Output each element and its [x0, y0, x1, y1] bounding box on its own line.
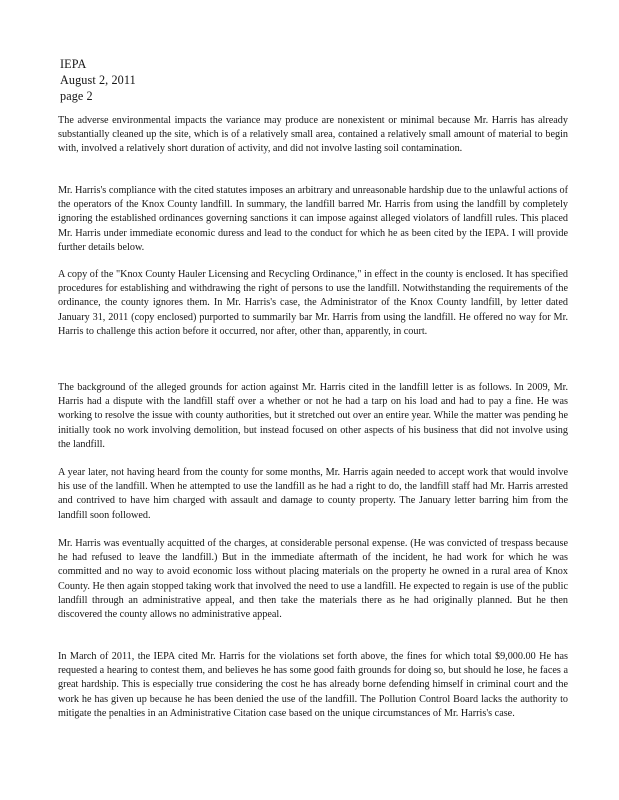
recipient-line: IEPA — [60, 57, 87, 71]
paragraph-hardship-summary: Mr. Harris's compliance with the cited statutes imposes an arbitrary and unreasonable hardship due to the unlawful actions of the operators of the Knox County landfill. In summary, the landfill barred Mr. Harris from using the landfill by completely ignoring the established ordinances governing sanctions it can impose against alleged violators of landfill rules. This placed Mr. Harris under immediate economic duress and lead to the conduct for which he as been cited by the IEPA. I will provide further details below. — [58, 185, 568, 253]
paragraph-environmental-impacts: The adverse environmental impacts the variance may produce are nonexistent or minimal because Mr. Harris has already substantially cleaned up the site, which is of a relatively small area, contained a relatively small amount of material to begin with, involved a relatively short duration of activity, and did not involve lasting soil contamination. — [58, 115, 568, 155]
page-number-line: page 2 — [60, 89, 93, 103]
letter-header — [60, 56, 136, 104]
paragraph-iepa-citation: In March of 2011, the IEPA cited Mr. Harris for the violations set forth above, the fines for which total $9,000.00 He has requested a hearing to contest them, and believes he has some good faith grounds for doing so, but should he lose, he faces a great hardship. This is especially true considering the cost he has already borne defending himself in criminal court and the work he has given up because he has been denied the use of the landfill. The Pollution Control Board lacks the authority to mitigate the penalties in an Administrative Citation case based on the unique circumstances of Mr. Harris's case. — [58, 651, 568, 719]
paragraph-arrest-incident: A year later, not having heard from the county for some months, Mr. Harris again needed to accept work that would involve his use of the landfill. When he attempted to use the landfill as he had a right to do, the landfill staff had Mr. Harris arrested and contrived to have him charged with assault and damage to county property. The January letter barring him from the landfill soon followed. — [58, 467, 568, 521]
paragraph-acquittal-aftermath: Mr. Harris was eventually acquitted of the charges, at considerable personal expense. (He was convicted of trespass because he had refused to leave the landfill.) But in the immediate aftermath of the incident, he had work for which he was committed and no way to avoid economic loss without placing materials on the property he owned in a rural area of Knox County. He then again stopped taking work that involved the need to use a landfill. He expected to regain is use of the public landfill through an administrative appeal, and then take the materials there as he had originally planned. But he then discovered the county allows no administrative appeal. — [58, 538, 568, 621]
paragraph-county-ordinance: A copy of the "Knox County Hauler Licensing and Recycling Ordinance," in effect in the county is enclosed. It has specified procedures for establishing and withdrawing the right of persons to use the landfill. Notwithstanding the requirements of the ordinance, the county ignores them. In Mr. Harris's case, the Administrator of the Knox County landfill, by letter dated January 31, 2011 (copy enclosed) purported to summarily bar Mr. Harris from using the landfill. He offered no way for Mr. Harris to challenge this action before it occurred, nor after, other than, apparently, in court. — [58, 269, 568, 337]
paragraph-background-dispute: The background of the alleged grounds for action against Mr. Harris cited in the landfill letter is as follows. In 2009, Mr. Harris had a dispute with the landfill staff over a whether or not he had a tarp on his load and had to pay a fine. He was working to resolve the issue with county authorities, but it stretched out over an entire year. While the matter was pending he initially took no work involving demolition, but instead focused on other aspects of his business that did not involve using the landfill. — [58, 382, 568, 450]
date-line: August 2, 2011 — [60, 73, 136, 87]
